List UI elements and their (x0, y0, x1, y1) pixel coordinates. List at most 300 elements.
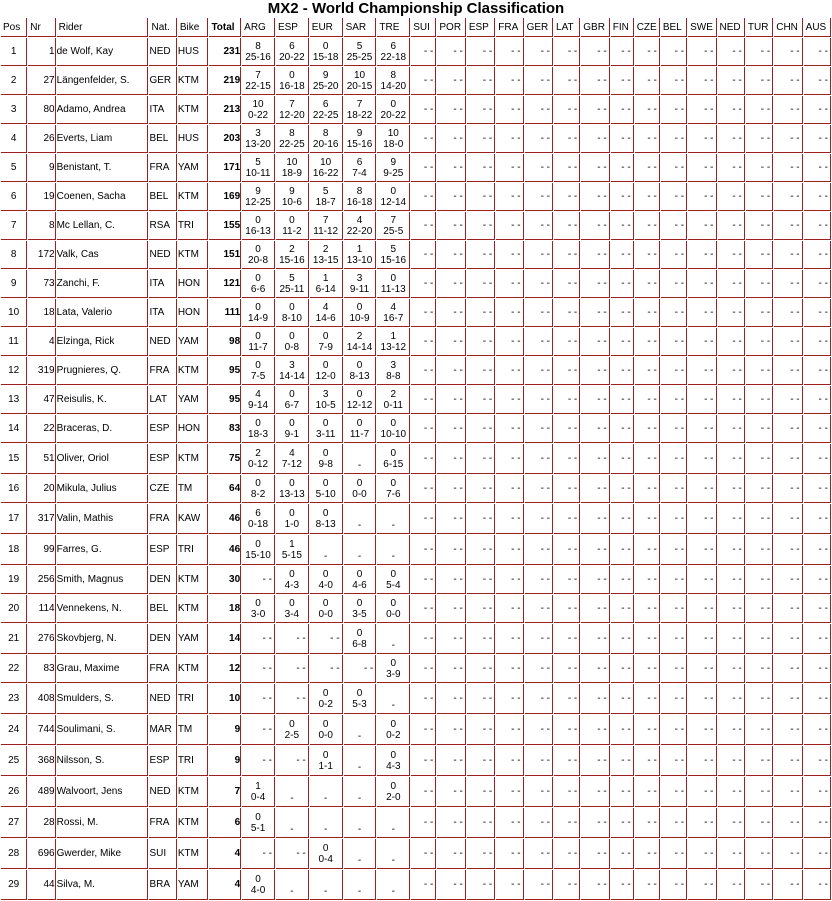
race-result-cell (344, 299, 377, 327)
race-positions: 8-8 (386, 370, 401, 382)
future-round-cell: - - (496, 270, 523, 298)
future-round-cell: - - (437, 183, 465, 211)
position-cell: 5 (1, 154, 27, 182)
nationality-cell: ESP (149, 746, 176, 776)
future-round-cell: - - (611, 38, 634, 66)
race-points: 1 (289, 538, 295, 550)
position-cell: 14 (1, 415, 27, 443)
future-round-cell: - - (525, 504, 553, 534)
rider-name-cell: Zanchi, F. (57, 270, 149, 298)
nationality-cell: FRA (149, 504, 176, 534)
race-result-cell (310, 386, 343, 414)
future-round-cell: - - (804, 715, 831, 745)
future-round-cell: - - (661, 715, 687, 745)
race-result-cell (377, 595, 410, 623)
future-round-cell: - - (437, 241, 465, 269)
future-round-cell: - - (496, 475, 523, 503)
race-result-cell (310, 328, 343, 356)
future-round-cell: - - (467, 328, 495, 356)
future-round-cell: - - (746, 125, 773, 153)
future-round-cell: - - (496, 504, 523, 534)
race-points: 0 (322, 749, 329, 761)
race-result-cell (310, 270, 343, 298)
race-result-cell (344, 125, 377, 153)
race-positions: 15-10 (245, 549, 271, 561)
race-result-cell (310, 299, 343, 327)
future-round-cell: - - (581, 475, 609, 503)
future-round-cell: - - (437, 357, 465, 385)
race-result-cell (310, 125, 343, 153)
race-positions: 15-16 (346, 138, 373, 150)
future-round-cell: - - (635, 475, 660, 503)
race-positions: 0-2 (318, 698, 333, 710)
future-round-cell: - - (635, 357, 660, 385)
race-empty: - (324, 793, 328, 804)
race-points: 8 (356, 185, 363, 197)
number-cell: 83 (28, 655, 55, 683)
race-positions: 20-22 (380, 109, 407, 121)
race-positions: 16-13 (245, 225, 271, 237)
future-round-cell: - - (774, 386, 802, 414)
future-round-cell: - - (437, 808, 465, 838)
race-result-cell (242, 566, 275, 594)
race-points: 4 (356, 214, 363, 226)
future-round-cell: - - (581, 870, 609, 900)
race-result-cell (310, 212, 343, 240)
race-points: 8 (390, 69, 397, 81)
future-round-cell: - - (611, 624, 634, 654)
future-round-cell: - - (467, 808, 495, 838)
future-round-cell: - - (467, 684, 495, 714)
future-round-cell: - - (581, 67, 609, 95)
race-positions: 12-20 (279, 109, 305, 121)
future-round-cell: - - (525, 212, 553, 240)
future-round-cell: - - (804, 624, 831, 654)
future-round-cell: - - (496, 183, 523, 211)
future-round-cell: - - (554, 475, 580, 503)
future-round-cell: - - (746, 535, 773, 565)
race-result-cell (344, 475, 377, 503)
future-round-cell: - - (746, 386, 773, 414)
future-round-cell: - - (661, 870, 687, 900)
race-points: 0 (289, 388, 295, 400)
future-round-cell: - - (774, 299, 802, 327)
future-round-cell: - - (746, 715, 773, 745)
position-cell: 16 (1, 475, 27, 503)
future-round-cell: - - (718, 386, 745, 414)
nationality-cell: ESP (149, 535, 176, 565)
race-points: 0 (255, 477, 261, 489)
rider-name-cell: Nilsson, S. (57, 746, 149, 776)
rider-name-cell: Grau, Maxime (57, 655, 149, 683)
future-round-cell: - - (554, 444, 580, 474)
future-round-cell: - - (804, 270, 831, 298)
race-result-cell (344, 270, 377, 298)
future-round-cell: - - (635, 154, 660, 182)
total-points-cell: 7 (209, 777, 241, 807)
future-round-cell: - - (554, 386, 580, 414)
header-row (1, 18, 831, 37)
nationality-cell: NED (149, 38, 176, 66)
future-round-cell: - - (554, 808, 580, 838)
race-result-cell (344, 67, 377, 95)
race-points: 6 (255, 507, 261, 519)
future-round-cell: - - (804, 595, 831, 623)
race-points: 0 (255, 597, 261, 609)
bike-cell: HON (178, 299, 209, 327)
future-round-cell: - - (746, 746, 773, 776)
race-positions: 1-0 (284, 518, 300, 530)
race-positions: 12-12 (346, 399, 373, 411)
future-round-cell: - - (496, 96, 523, 124)
total-points-cell: 171 (209, 154, 241, 182)
future-round-cell: - - (496, 38, 523, 66)
nationality-cell: NED (149, 328, 176, 356)
race-points: 0 (390, 477, 397, 489)
race-points: 0 (289, 597, 295, 609)
future-round-cell: - - (718, 535, 745, 565)
race-result-cell (310, 96, 343, 124)
race-points: 7 (356, 98, 363, 110)
race-positions: 2-5 (284, 729, 300, 741)
future-round-cell: - - (718, 415, 745, 443)
future-round-cell: - - (525, 328, 553, 356)
race-points: 0 (289, 568, 295, 580)
race-result-cell (377, 183, 410, 211)
future-round-cell: - - (661, 328, 687, 356)
race-points: 0 (390, 597, 397, 609)
future-round-cell: - - (467, 839, 495, 869)
future-round-cell: - - (804, 839, 831, 869)
race-result-cell (377, 328, 410, 356)
race-result-cell (242, 684, 275, 714)
rider-name-cell: Längenfelder, S. (57, 67, 149, 95)
future-round-cell: - - (804, 684, 831, 714)
future-round-cell: - - (496, 839, 523, 869)
future-round-cell: - - (661, 684, 687, 714)
future-round-cell: - - (581, 386, 609, 414)
nationality-cell: ESP (149, 444, 176, 474)
race-positions: 3-4 (284, 608, 300, 620)
future-round-cell: - - (611, 299, 634, 327)
race-points: 10 (353, 69, 366, 81)
race-result-cell (310, 684, 343, 714)
future-round-cell: - - (611, 357, 634, 385)
table-row (1, 444, 831, 474)
race-result-cell (276, 415, 309, 443)
race-result-cell (310, 595, 343, 623)
future-round-cell: - - (437, 67, 465, 95)
bike-cell: TRI (178, 535, 209, 565)
future-round-cell: - - (525, 299, 553, 327)
race-result-cell (276, 125, 309, 153)
bike-cell: TRI (178, 746, 209, 776)
future-round-cell: - - (467, 777, 495, 807)
race-positions: 9-11 (349, 283, 370, 295)
future-round-cell: - - (496, 624, 523, 654)
race-points: 9 (356, 127, 363, 139)
position-cell: 29 (1, 870, 27, 900)
number-cell: 172 (28, 241, 55, 269)
race-result-cell (310, 241, 343, 269)
rider-name-cell: Elzinga, Rick (57, 328, 149, 356)
future-round-cell: - - (437, 154, 465, 182)
bike-cell: TM (178, 715, 209, 745)
total-points-cell: 30 (209, 566, 241, 594)
future-round-cell: - - (746, 475, 773, 503)
future-round-cell: - - (661, 777, 687, 807)
future-round-cell: - - (688, 125, 716, 153)
race-positions: 18-3 (248, 428, 269, 440)
race-result-cell (377, 839, 410, 869)
table-row (1, 624, 831, 654)
future-round-cell: - - (611, 96, 634, 124)
future-round-cell: - - (661, 566, 687, 594)
race-points: 0 (289, 718, 295, 730)
future-round-cell: - - (804, 67, 831, 95)
race-points: 7 (255, 69, 261, 81)
bike-cell: YAM (178, 386, 209, 414)
race-result-cell (344, 535, 377, 565)
future-round-cell: - - (804, 808, 831, 838)
race-result-cell (310, 566, 343, 594)
position-cell: 26 (1, 777, 27, 807)
rider-name-cell: Gwerder, Mike (57, 839, 149, 869)
race-positions: 5-1 (250, 822, 266, 834)
number-cell: 317 (28, 504, 55, 534)
future-round-cell: - - (496, 777, 523, 807)
race-result-cell (377, 357, 410, 385)
race-positions: 11-7 (349, 428, 370, 440)
race-points: 0 (390, 447, 397, 459)
race-empty: - (357, 824, 362, 835)
position-cell: 11 (1, 328, 27, 356)
future-round-cell: - - (661, 241, 687, 269)
future-round-cell: - - (635, 655, 660, 683)
race-positions: 13-20 (245, 138, 271, 150)
future-round-cell: - - (581, 183, 609, 211)
race-positions: 20-22 (279, 51, 305, 63)
future-round-cell: - - (635, 299, 660, 327)
future-round-cell: - - (554, 67, 580, 95)
future-round-cell: - - (437, 746, 465, 776)
race-positions: 15-18 (312, 51, 339, 63)
future-round-cell: - - (774, 38, 802, 66)
total-points-cell: 219 (209, 67, 241, 95)
race-positions: 20-16 (312, 138, 339, 150)
race-points: 0 (255, 301, 261, 313)
race-positions: 7-6 (386, 488, 401, 500)
future-round-cell: - - (581, 535, 609, 565)
future-round-cell: - - (718, 183, 745, 211)
future-round-cell: - - (467, 655, 495, 683)
race-result-cell (377, 655, 410, 683)
future-round-cell: - - (635, 38, 660, 66)
column-header: BEL (661, 18, 687, 37)
race-points: 5 (390, 243, 397, 255)
race-empty: - (290, 824, 294, 835)
future-round-cell: - - (661, 96, 687, 124)
future-round-cell: - - (437, 270, 465, 298)
race-points: 0 (322, 330, 329, 342)
future-round-cell: - - (467, 870, 495, 900)
future-round-cell: - - (635, 566, 660, 594)
future-round-cell: - - (525, 357, 553, 385)
race-result-cell (344, 777, 377, 807)
race-result-cell (377, 566, 410, 594)
race-positions: 14-6 (315, 312, 336, 324)
race-result-cell (242, 183, 275, 211)
position-cell: 27 (1, 808, 27, 838)
race-result-cell (377, 504, 410, 534)
race-points: 0 (356, 477, 363, 489)
future-round-cell: - - (437, 535, 465, 565)
race-result-cell (276, 504, 309, 534)
future-round-cell: - - (437, 475, 465, 503)
race-result-cell (344, 154, 377, 182)
future-round-cell: - - (437, 212, 465, 240)
future-round-cell: - - (437, 328, 465, 356)
future-round-cell: - - (774, 595, 802, 623)
race-empty: - (391, 640, 395, 651)
race-points: 0 (289, 507, 295, 519)
race-result-cell (242, 299, 275, 327)
future-round-cell: - - (635, 125, 660, 153)
race-result-cell (344, 839, 377, 869)
race-points: 3 (322, 388, 329, 400)
future-round-cell: - - (774, 777, 802, 807)
future-round-cell: - - (774, 655, 802, 683)
race-result-cell (344, 655, 377, 683)
future-round-cell: - - (688, 839, 716, 869)
race-empty: - (357, 551, 362, 562)
race-result-cell (242, 67, 275, 95)
future-round-cell: - - (688, 566, 716, 594)
future-round-cell: - - (774, 870, 802, 900)
future-round-cell: - - (437, 415, 465, 443)
future-round-cell: - - (774, 212, 802, 240)
race-empty: - (391, 855, 395, 866)
future-round-cell: - - (635, 870, 660, 900)
future-round-cell: - - (467, 67, 495, 95)
number-cell: 19 (28, 183, 55, 211)
table-body (1, 38, 831, 900)
table-row (1, 183, 831, 211)
race-result-cell (310, 535, 343, 565)
future-round-cell: - - (581, 415, 609, 443)
race-positions: 0-0 (386, 608, 401, 620)
future-round-cell: - - (611, 595, 634, 623)
future-round-cell: - - (688, 624, 716, 654)
race-positions: 14-14 (279, 370, 305, 382)
race-points: 10 (387, 127, 399, 139)
future-round-cell: - - (746, 504, 773, 534)
future-round-cell: - - (688, 270, 716, 298)
race-positions: 16-7 (383, 312, 404, 324)
future-round-cell: - - (774, 415, 802, 443)
future-round-cell: - - (718, 655, 745, 683)
race-result-cell (242, 241, 275, 269)
future-round-cell: - - (746, 183, 773, 211)
table-row (1, 357, 831, 385)
future-round-cell: - - (411, 67, 436, 95)
future-round-cell: - - (635, 715, 660, 745)
race-points: 1 (390, 330, 397, 342)
race-points: 6 (356, 156, 363, 168)
rider-name-cell: Reisulis, K. (57, 386, 149, 414)
future-round-cell: - - (718, 715, 745, 745)
future-round-cell: - - (746, 808, 773, 838)
race-positions: 5-4 (386, 579, 401, 591)
future-round-cell: - - (437, 684, 465, 714)
future-round-cell: - - (688, 386, 716, 414)
future-round-cell: - - (554, 125, 580, 153)
future-round-cell: - - (581, 270, 609, 298)
bike-cell: TM (178, 475, 209, 503)
nationality-cell: CZE (149, 475, 176, 503)
column-header: Total (209, 18, 241, 37)
rider-name-cell: Soulimani, S. (57, 715, 149, 745)
bike-cell: KTM (178, 357, 209, 385)
future-round-cell: - - (774, 808, 802, 838)
future-round-cell: - - (804, 535, 831, 565)
future-round-cell: - - (688, 154, 716, 182)
bike-cell: YAM (178, 154, 209, 182)
bike-cell: YAM (178, 624, 209, 654)
future-round-cell: - - (437, 125, 465, 153)
race-empty: - (324, 886, 328, 897)
future-round-cell: - - (635, 839, 660, 869)
future-round-cell: - - (718, 746, 745, 776)
bike-cell: YAM (178, 870, 209, 900)
total-points-cell: 75 (209, 444, 241, 474)
bike-cell: KTM (178, 777, 209, 807)
future-round-cell: - - (688, 655, 716, 683)
race-positions: 9-1 (284, 428, 300, 440)
future-round-cell: - - (525, 67, 553, 95)
future-round-cell: - - (635, 624, 660, 654)
future-round-cell: - - (688, 595, 716, 623)
future-round-cell: - - (746, 595, 773, 623)
bike-cell: KTM (178, 444, 209, 474)
race-result-cell (310, 870, 343, 900)
total-points-cell: 98 (209, 328, 241, 356)
future-round-cell: - - (554, 684, 580, 714)
future-round-cell: - - (688, 870, 716, 900)
bike-cell: HUS (178, 125, 209, 153)
position-cell: 19 (1, 566, 27, 594)
future-round-cell: - - (411, 386, 436, 414)
race-positions: 1-1 (318, 760, 333, 772)
future-round-cell: - - (554, 96, 580, 124)
race-positions: 4-3 (386, 760, 401, 772)
table-row (1, 299, 831, 327)
race-positions: 13-12 (380, 341, 407, 353)
future-round-cell: - - (804, 299, 831, 327)
bike-cell: KTM (178, 595, 209, 623)
future-round-cell: - - (611, 655, 634, 683)
number-cell: 44 (28, 870, 55, 900)
position-cell: 28 (1, 839, 27, 869)
race-points: 0 (289, 301, 295, 313)
race-result-cell (344, 415, 377, 443)
bike-cell: HON (178, 415, 209, 443)
table-row (1, 212, 831, 240)
race-result-cell (377, 38, 410, 66)
race-result-cell (310, 808, 343, 838)
race-result-cell (276, 212, 309, 240)
future-round-cell: - - (635, 535, 660, 565)
